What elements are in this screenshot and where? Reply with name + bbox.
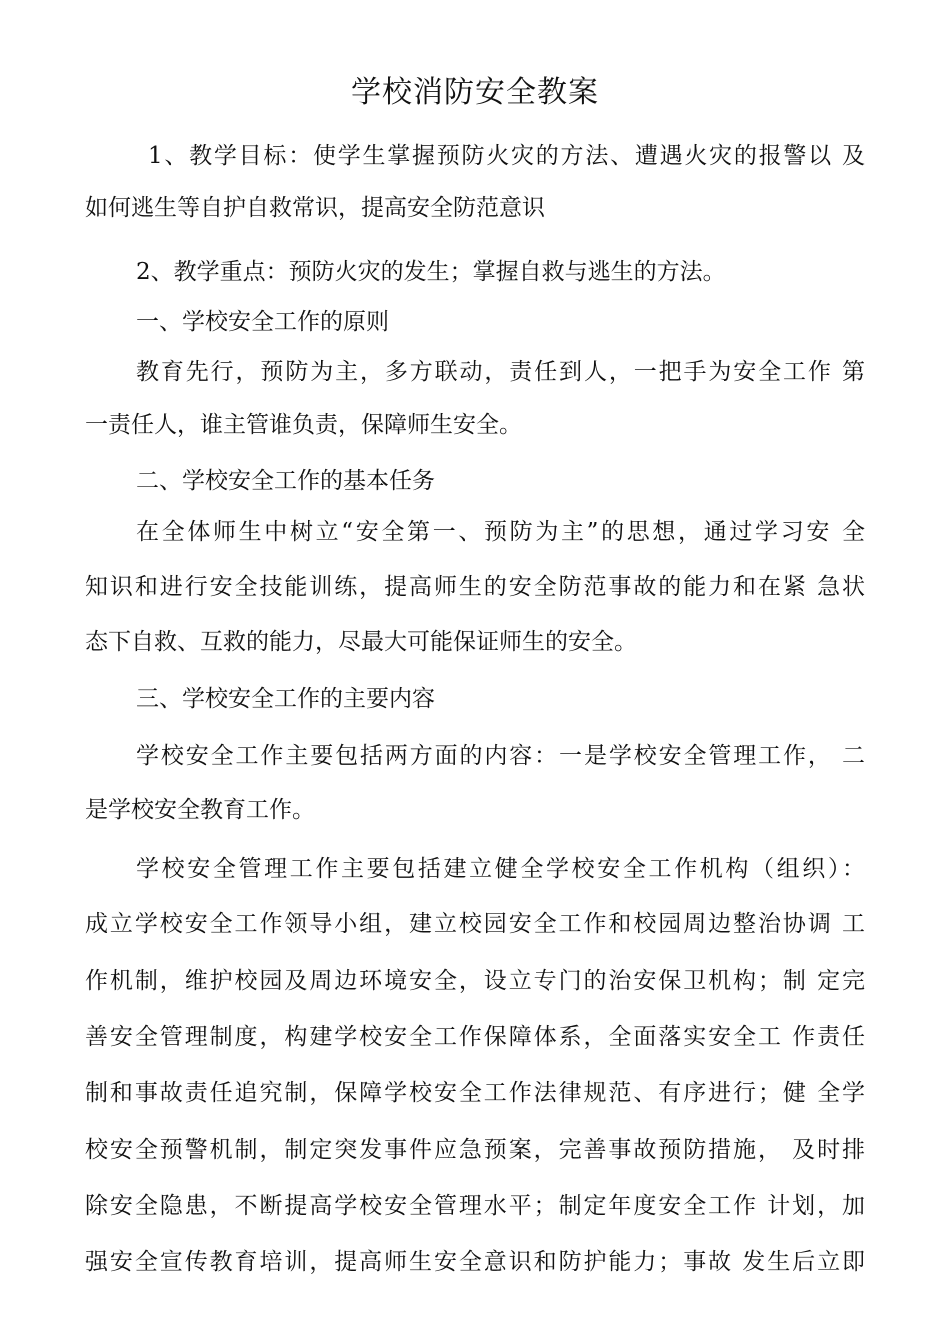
- paragraph-line: 是学校安全教育工作。: [85, 797, 315, 823]
- paragraph-line: 知识和进行安全技能训练，提高师生的安全防范事故的能力和在紧 急状: [85, 574, 865, 600]
- paragraph-line: 善安全管理制度，构建学校安全工作保障体系，全面落实安全工 作责任: [85, 1024, 865, 1050]
- paragraph-line: 教育先行，预防为主，多方联动，责任到人，一把手为安全工作 第: [136, 359, 865, 385]
- section-heading: 二、学校安全工作的基本任务: [136, 468, 435, 494]
- paragraph-line: 学校安全管理工作主要包括建立健全学校安全工作机构（组织）：: [136, 856, 865, 882]
- document-title: 学校消防安全教案: [351, 75, 599, 110]
- paragraph-line: 制和事故责任追究制，保障学校安全工作法律规范、有序进行；健 全学: [85, 1080, 865, 1106]
- paragraph-line: 2、教学重点：预防火灾的发生；掌握自救与逃生的方法。: [136, 259, 726, 285]
- paragraph-line: 如何逃生等自护自救常识，提高安全防范意识: [85, 195, 545, 221]
- paragraph-line: 强安全宣传教育培训，提高师生安全意识和防护能力；事故 发生后立即: [85, 1249, 865, 1275]
- paragraph-line: 作机制，维护校园及周边环境安全，设立专门的治安保卫机构；制 定完: [85, 968, 865, 994]
- paragraph-line: 学校安全工作主要包括两方面的内容：一是学校安全管理工作， 二: [136, 743, 865, 769]
- paragraph-line: 1、教学目标：使学生掌握预防火灾的方法、遭遇火灾的报警以 及: [148, 143, 865, 169]
- paragraph-line: 在全体师生中树立“安全第一、预防为主”的思想，通过学习安 全: [136, 519, 865, 545]
- section-heading: 一、学校安全工作的原则: [136, 309, 389, 335]
- section-heading: 三、学校安全工作的主要内容: [136, 686, 435, 712]
- paragraph-line: 态下自救、互救的能力，尽最大可能保证师生的安全。: [85, 629, 637, 655]
- paragraph-line: 成立学校安全工作领导小组，建立校园安全工作和校园周边整治协调 工: [85, 911, 865, 937]
- paragraph-line: 除安全隐患，不断提高学校安全管理水平；制定年度安全工作 计划，加: [85, 1193, 865, 1219]
- paragraph-line: 一责任人，谁主管谁负责，保障师生安全。: [85, 412, 522, 438]
- paragraph-line: 校安全预警机制，制定突发事件应急预案，完善事故预防措施， 及时排: [85, 1137, 865, 1163]
